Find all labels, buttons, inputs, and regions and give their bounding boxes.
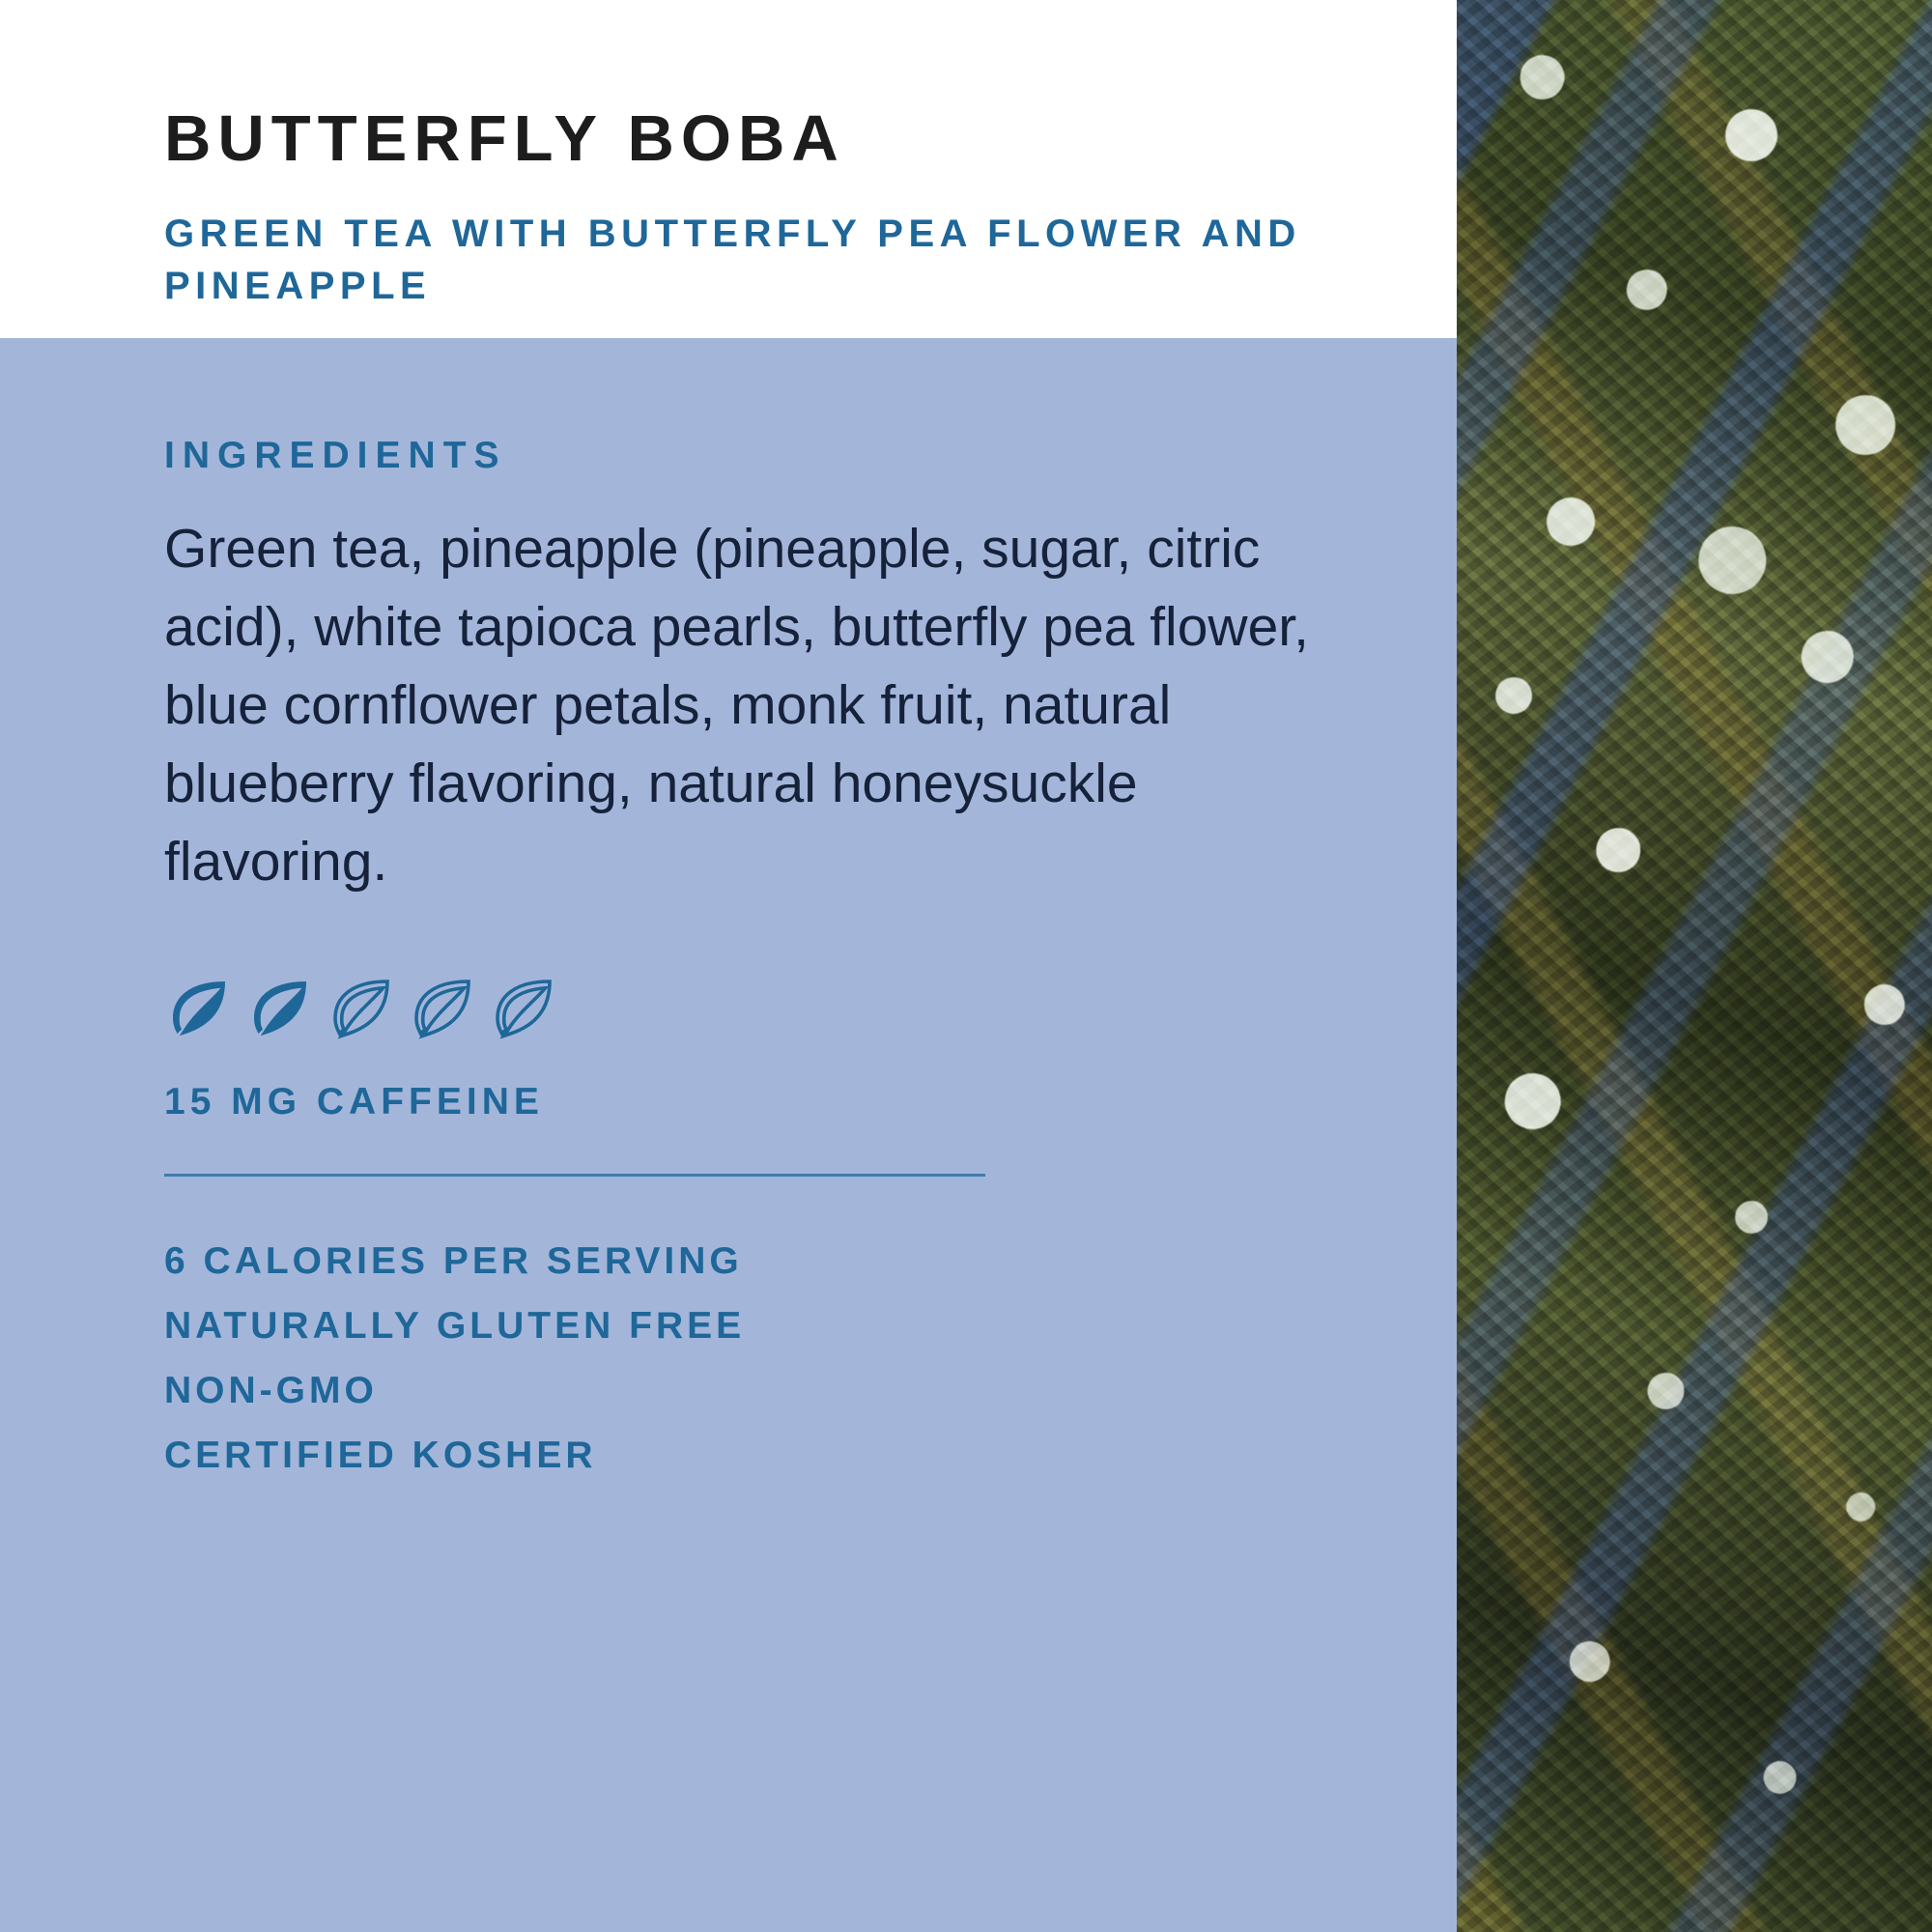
fact-item: 6 CALORIES PER SERVING [164,1239,743,1282]
fact-item: NATURALLY GLUTEN FREE [164,1304,746,1347]
page-title: BUTTERFLY BOBA [164,102,845,175]
ingredients-label: INGREDIENTS [164,435,507,476]
fact-item: NON-GMO [164,1369,378,1411]
caffeine-label: 15 MG CAFFEINE [164,1080,544,1122]
card-header [0,0,1457,338]
leaf-icon-empty-5 [489,973,558,1042]
divider [164,1174,985,1177]
facts-list [164,1229,1457,1488]
fact-item: CERTIFIED KOSHER [164,1434,597,1476]
details-panel [0,338,1457,1932]
leaf-icon-filled-2 [245,973,315,1042]
leaf-icon-filled-1 [164,973,234,1042]
tea-leaves-image [1457,0,1932,1932]
leaf-icon-empty-3 [327,973,396,1042]
product-photo [1457,0,1932,1932]
ingredients-text: Green tea, pineapple (pineapple, sugar, citric acid), white tapioca pearls, butterfly pea flower, blue cornflower petals, monk fruit, natural blueberry flavoring, natural honeysuckle flavoring. [164,518,1309,893]
leaf-icon-empty-4 [408,973,477,1042]
product-subtitle: GREEN TEA WITH BUTTERFLY PEA FLOWER AND PINEAPPLE [164,213,1301,307]
caffeine-rating [164,973,1457,1042]
